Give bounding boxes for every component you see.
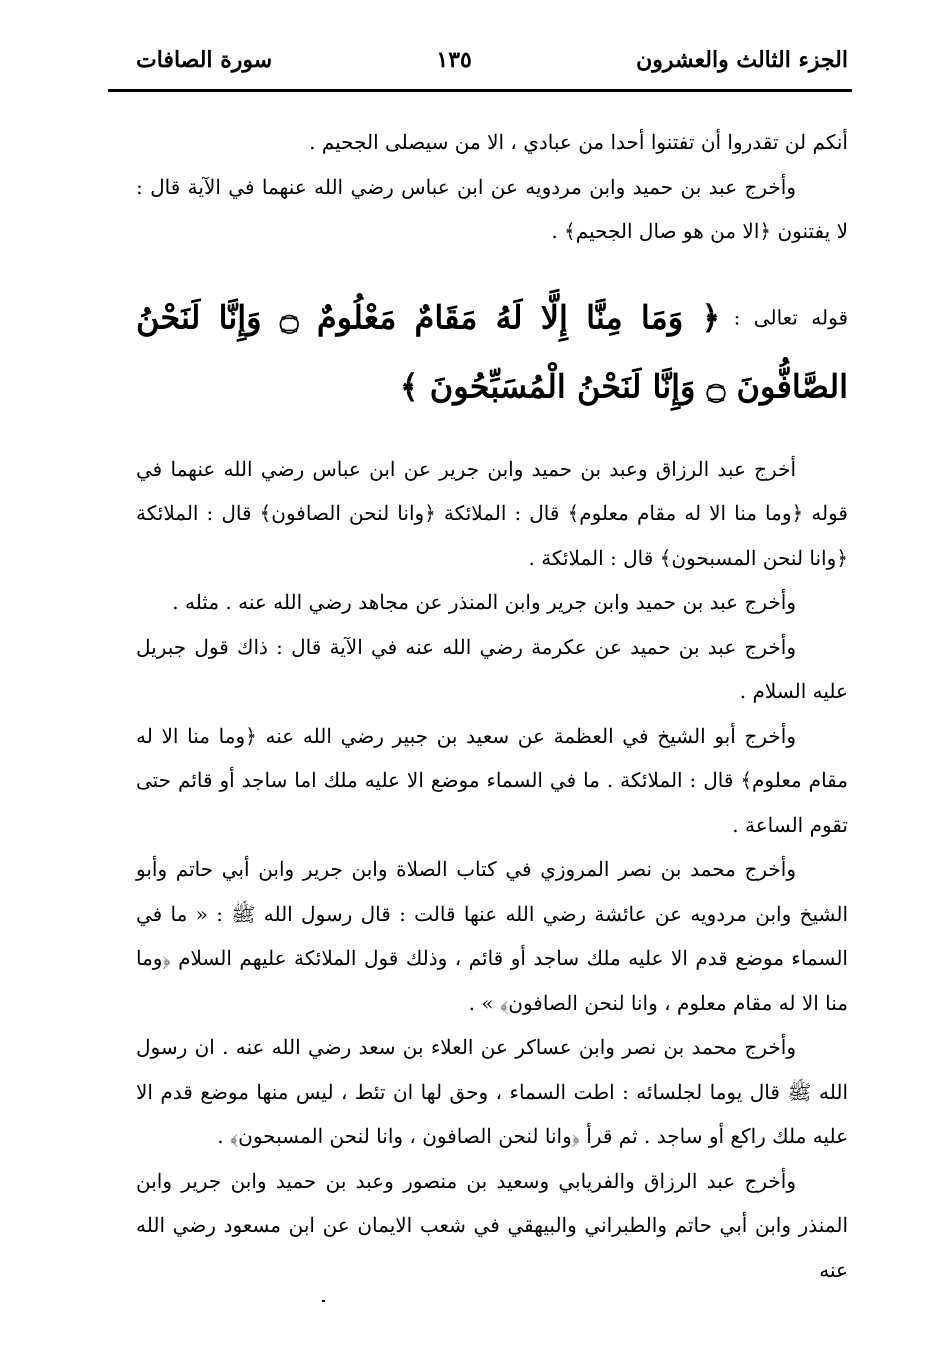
- running-header: [136, 40, 848, 80]
- paragraph-continuation: أنكم لن تقدروا أن تفتنوا أحدا من عبادي ، الا من سيصلى الجحيم .: [309, 130, 848, 154]
- paragraph: وأخرج محمد بن نصر وابن عساكر عن العلاء بن سعد رضي الله عنه . ان رسول الله ﷺ قال يوما لجلسائه : اطت السماء ، وحق لها ان تئط ، ليس منها موضع قدم الا عليه ملك راكع أو ساجد . ثم قرأ ﴿وانا لنحن الصافون ، وانا لنحن المسبحون﴾ .: [136, 1035, 848, 1148]
- header-rule: [108, 89, 852, 92]
- page-number: ١٣٥: [436, 47, 472, 73]
- paragraph: وأخرج عبد بن حميد وابن جرير وابن المنذر عن مجاهد رضي الله عنه . مثله .: [172, 590, 796, 614]
- scan-speck: [322, 1300, 325, 1302]
- paragraph: وأخرج عبد بن حميد وابن مردويه عن ابن عباس رضي الله عنهما في الآية قال : لا يفتنون ﴿الا من هو صال الجحيم﴾ .: [136, 174, 848, 243]
- header-part-title: الجزء الثالث والعشرون: [636, 47, 848, 73]
- paragraph: وأخرج أبو الشيخ في العظمة عن سعيد بن جبير رضي الله عنه ﴿وما منا الا له مقام معلوم﴾ قال : الملائكة . ما في السماء موضع الا عليه ملك اما ساجد أو قائم حتى تقوم الساعة .: [136, 723, 848, 837]
- paragraph: وأخرج عبد الرزاق والفريابي وسعيد بن منصور وعبد بن حميد وابن جرير وابن المنذر وابن أبي حاتم والطبراني والبيهقي في شعب الايمان عن ابن مسعود رضي الله عنه: [136, 1168, 848, 1282]
- paragraph: أخرج عبد الرزاق وعبد بن حميد وابن جرير عن ابن عباس رضي الله عنهما في قوله ﴿وما منا الا له مقام معلوم﴾ قال : الملائكة ﴿وانا لنحن الصافون﴾ قال : الملائكة ﴿وانا لنحن المسبحون﴾ قال : الملائكة .: [136, 456, 848, 570]
- quran-verse-block: [136, 282, 848, 421]
- quran-verse: ﴿ وَمَا مِنَّا إِلَّا لَهُ مَقَامٌ مَعْلُومٌ ۝ وَإِنَّا لَنَحْنُ الصَّافُّونَ ۝ وَإِنَّا لَنَحْنُ الْمُسَبِّحُونَ ﴾: [136, 298, 848, 406]
- verse-intro: قوله تعالى :: [733, 305, 849, 329]
- paragraph: وأخرج عبد بن حميد عن عكرمة رضي الله عنه في الآية قال : ذاك قول جبريل عليه السلام .: [136, 634, 848, 703]
- header-surah-title: سورة الصافات: [136, 47, 273, 73]
- paragraph: وأخرج محمد بن نصر المروزي في كتاب الصلاة وابن جرير وابن أبي حاتم وأبو الشيخ وابن مردويه عن عائشة رضي الله عنها قالت : قال رسول الله ﷺ : « ما في السماء موضع قدم الا عليه ملك ساجد أو قائم ، وذلك قول الملائكة عليهم السلام ﴿وما منا الا له مقام معلوم ، وانا لنحن الصافون﴾ » .: [136, 857, 848, 1015]
- page-body: [136, 120, 848, 1292]
